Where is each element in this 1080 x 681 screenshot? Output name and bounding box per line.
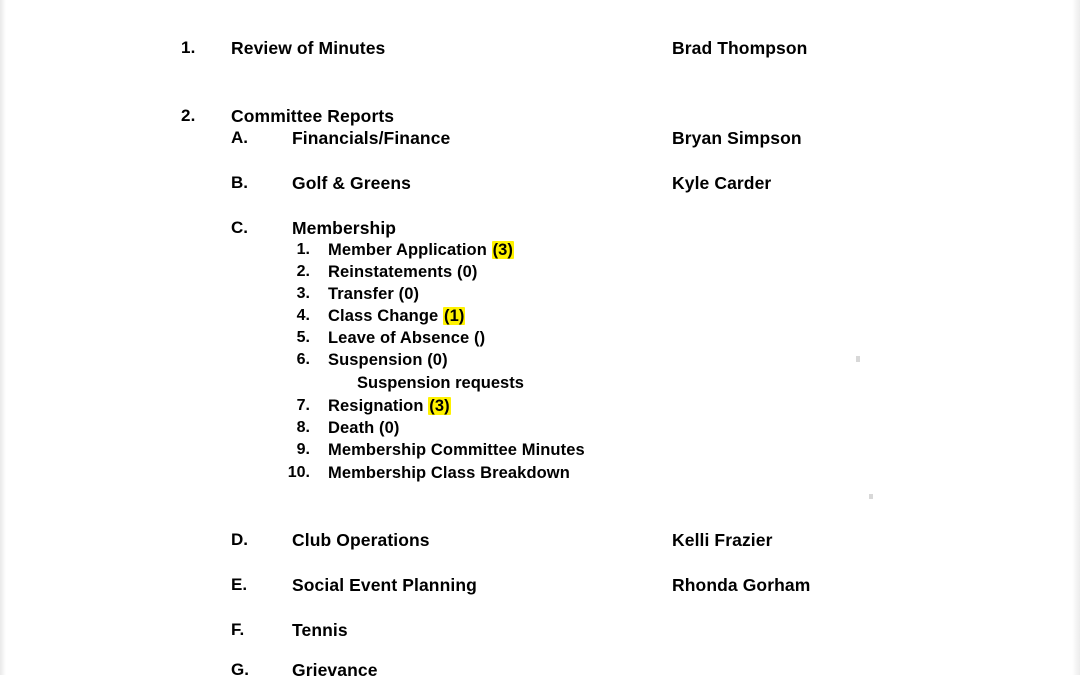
agenda-subitem-title: Financials/Finance bbox=[292, 128, 451, 148]
membership-subitem-label bbox=[328, 329, 485, 348]
membership-subitem-count: (3) bbox=[429, 397, 450, 415]
agenda-subitem-person: Kelli Frazier bbox=[672, 530, 773, 550]
membership-subitem-label bbox=[328, 351, 448, 370]
membership-subitem-number: 5. bbox=[296, 329, 310, 346]
agenda-subitem-letter: E. bbox=[231, 575, 248, 594]
membership-subitem-text: Death bbox=[328, 419, 375, 437]
membership-subitem-label bbox=[328, 419, 400, 438]
membership-subitem-text: Suspension bbox=[328, 351, 423, 369]
agenda-subitem-letter: D. bbox=[231, 530, 248, 549]
membership-subitem-label: Membership Class Breakdown bbox=[328, 464, 570, 482]
agenda-subitem-title: Golf & Greens bbox=[292, 173, 411, 193]
agenda-subitem-person: Kyle Carder bbox=[672, 173, 772, 193]
agenda-subitem-title: Social Event Planning bbox=[292, 575, 477, 595]
membership-subitem-note: Suspension requests bbox=[357, 374, 524, 392]
membership-subitem-text: Class Change bbox=[328, 307, 439, 325]
agenda-subitem-title: Tennis bbox=[292, 620, 348, 640]
agenda-subitem-title: Membership bbox=[292, 218, 397, 238]
agenda-item-number: 1. bbox=[181, 38, 196, 57]
agenda-item-person: Brad Thompson bbox=[672, 38, 808, 58]
membership-subitem-count: (1) bbox=[444, 307, 465, 325]
agenda-item-title: Review of Minutes bbox=[231, 38, 386, 58]
agenda-subitem-letter: G. bbox=[231, 660, 249, 679]
agenda-item-title: Committee Reports bbox=[231, 106, 395, 126]
membership-subitem-label bbox=[328, 263, 477, 282]
membership-subitem-text: Leave of Absence bbox=[328, 329, 470, 347]
membership-subitem-number: 9. bbox=[296, 441, 310, 458]
membership-subitem-label bbox=[328, 397, 451, 416]
agenda-subitem-letter: B. bbox=[231, 173, 248, 192]
membership-subitem-label bbox=[328, 307, 465, 326]
membership-subitem-label bbox=[328, 285, 419, 304]
membership-subitem-number: 2. bbox=[296, 263, 310, 280]
membership-subitem-text: Transfer bbox=[328, 285, 394, 303]
agenda-subitem-person: Rhonda Gorham bbox=[672, 575, 811, 595]
membership-subitem-number: 7. bbox=[296, 397, 310, 414]
membership-subitem-count: (0) bbox=[398, 285, 420, 303]
membership-subitem-count: (0) bbox=[456, 263, 478, 281]
membership-subitem-label bbox=[328, 241, 514, 260]
membership-subitem-text: Reinstatements bbox=[328, 263, 453, 281]
agenda-item-number: 2. bbox=[181, 106, 196, 125]
membership-subitem-number: 10. bbox=[287, 464, 310, 481]
membership-subitem-number: 8. bbox=[296, 419, 310, 436]
agenda-subitem-letter: C. bbox=[231, 218, 248, 237]
agenda-subitem-letter: A. bbox=[231, 128, 248, 147]
membership-subitem-count: (0) bbox=[379, 419, 400, 437]
membership-subitem-count: (0) bbox=[427, 351, 448, 369]
membership-subitem-number: 6. bbox=[296, 351, 310, 368]
membership-subitem-label: Membership Committee Minutes bbox=[328, 441, 585, 459]
membership-subitem-number: 1. bbox=[296, 241, 310, 258]
membership-subitem-count: () bbox=[473, 329, 486, 347]
membership-subitem-count: (3) bbox=[492, 241, 514, 259]
membership-subitem-number: 4. bbox=[296, 307, 310, 324]
agenda-subitem-letter: F. bbox=[231, 620, 245, 639]
agenda-subitem-title: Club Operations bbox=[292, 530, 430, 550]
membership-subitem-text: Resignation bbox=[328, 397, 424, 415]
membership-subitem-number: 3. bbox=[296, 285, 310, 302]
agenda-subitem-title: Grievance bbox=[292, 660, 378, 680]
membership-subitem-text: Member Application bbox=[328, 241, 487, 259]
agenda-subitem-person: Bryan Simpson bbox=[672, 128, 802, 148]
